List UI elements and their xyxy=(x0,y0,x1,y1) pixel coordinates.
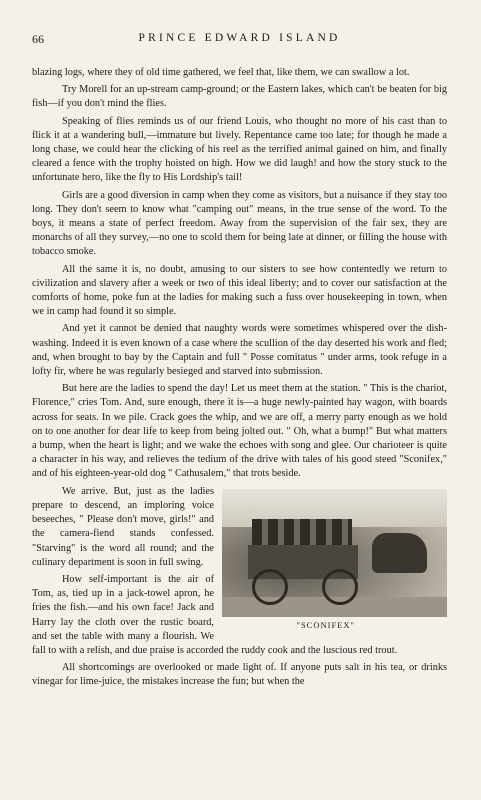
page-number: 66 xyxy=(32,32,44,46)
wagon-photo xyxy=(222,489,447,617)
figure-sconifex xyxy=(222,489,447,633)
paragraph-3: Speaking of flies reminds us of our friend Louis, who thought no more of his cast than to flick it at a wandering bull,—immature but lively. Repentance came too late; for though he made a long chase, we could hear the clicking of his reel as the terrified animal gained on him, and finally cleared a fence with the trophy hoisted on high. How we did laugh! and how the story stuck to the unfortunate hero, like the fly to His Lordship's tail! xyxy=(32,115,447,184)
paragraph-6: And yet it cannot be denied that naughty words were sometimes whispered over the dish-washing. Indeed it is even known of a case where the scullion of the day deserted his work and fled; and, when brought to bay by the Captain and full " Posse comitatus " under arms, took refuge in a lofty fir, where he was regularly besieged and starved into submission. xyxy=(32,323,447,378)
paragraph-2: Try Morell for an up-stream camp-ground; or the Eastern lakes, which can't be beaten for big fish—if you don't mind the flies. xyxy=(32,84,447,110)
paragraph-8: We arrive. But, just as the ladies prepare to descend, an imploring voice beseeches, " Please don't move, girls!" and the camera-fiend stands confessed. "Starving" is the word all round; and the culinary department is soon in full swing. xyxy=(32,485,214,568)
paragraph-1: blazing logs, where they of old time gathered, we feel that, like them, we can swallow a lot. xyxy=(32,67,410,78)
paragraph-7: But here are the ladies to spend the day! Let us meet them at the station. " This is the chariot, Florence," cries Tom. And, sure enough, there it is—a huge newly-painted hay wagon, with boards across for seats. In we pile. Crack goes the whip, and we are off, a merry party enough as we hold on to one another for dear life to keep from being jolted out. " Oh, what a bump!" But what matters a bump, when the heart is light; and we wake the echoes with song and glee. Our charioteer is quite a character in his way, and relieves the tedium of the drive with tales of his good steed "Sconifex," and of his eighteen-year-old dog " Cathusalem," that trots beside. xyxy=(32,383,447,480)
paragraph-9: How self-important is the air of Tom, as, tied up in a jack-towel apron, he fries the fish.—and his own face! Jack and Harry lay the cloth over the rustic board, and set the table with many a flourish. We fall to with a relish, and due praise is accorded the ruddy cook and the luscious red trout. xyxy=(32,573,398,656)
body-text xyxy=(32,66,447,693)
figure-caption: "SCONIFEX" xyxy=(296,620,355,631)
paragraph-10: All shortcomings are overlooked or made light of. If anyone puts salt in his tea, or drinks vinegar for lime-juice, the mistakes increase the fun; but when the xyxy=(32,662,447,688)
running-head: PRINCE EDWARD ISLAND xyxy=(138,32,341,44)
paragraph-4: Girls are a good diversion in camp when they come as visitors, but a nuisance if they stay too long. They don't seem to know what "camping out" means, in the true sense of the word. To the boys, it means a state of perfect freedom. Away from the supervision of the fair sex, they are monarchs of all they survey,—no one to scold them for being late at dinner, or filling the house with tobacco smoke. xyxy=(32,189,447,258)
page-header xyxy=(32,32,447,48)
paragraph-5: All the same it is, no doubt, amusing to our sisters to see how contentedly we return to civilization and slavery after a week or two of this ideal liberty; and to cover our satisfaction at the comforts of home, poke fun at the ladies for making such a fuss over housekeeping in town, when we in camp had found it so simple. xyxy=(32,263,447,318)
